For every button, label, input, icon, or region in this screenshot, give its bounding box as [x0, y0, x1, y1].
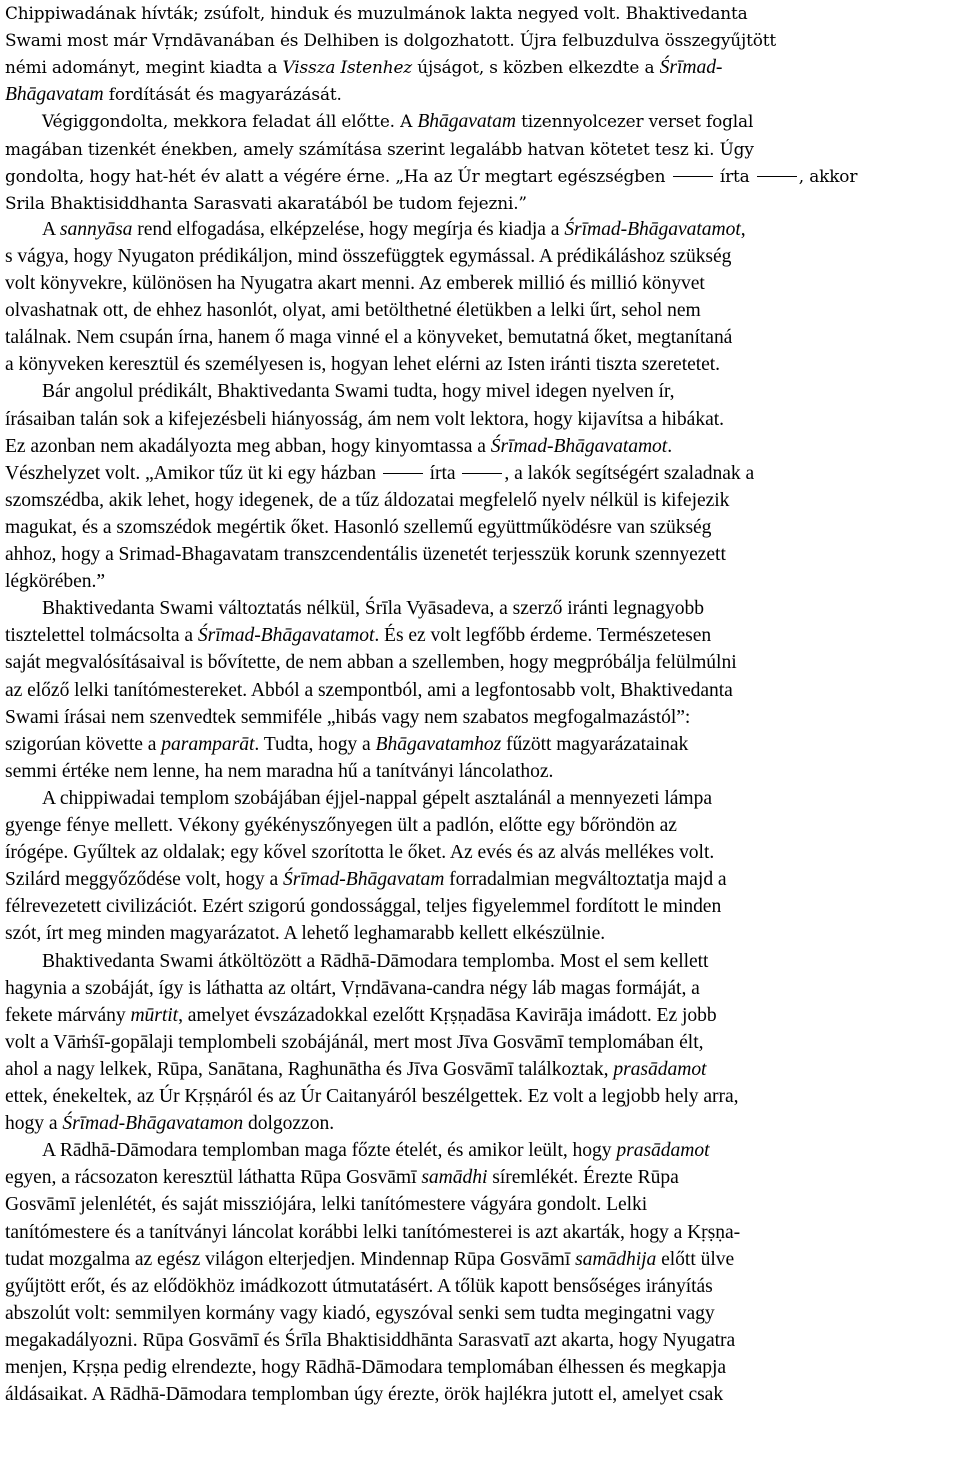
text-line	[5, 757, 955, 787]
text-run: hagynia a szobáját, így is láthatta az oltárt, Vṛndāvana-candra négy láb magas formáját, a	[5, 977, 700, 999]
text-run: fordítását és magyarázását.	[103, 84, 342, 105]
text-run: találnak. Nem csupán írna, hanem ő maga vinné el a könyveket, bemutatná őket, megtanítaná	[5, 327, 733, 349]
text-line	[5, 296, 955, 326]
text-run: tanítómestere és a tanítványi láncolat korábbi lelki tanítómesterei is azt akarták, hogy a Kṛṣṇa-	[5, 1221, 741, 1243]
text-line	[5, 730, 955, 760]
text-line	[5, 25, 955, 55]
text-line	[5, 1326, 955, 1356]
text-line	[5, 486, 955, 516]
italic-text: paramparāt	[161, 733, 255, 755]
text-line	[5, 621, 955, 651]
text-run: . És ez volt legfőbb érdeme. Természetesen	[374, 625, 712, 647]
text-run: Swami most már Vṛndāvanában és Delhiben is dolgozhatott. Újra felbuzdulva összegyűjtött	[5, 30, 777, 51]
italic-text: Vissza Istenhez	[282, 57, 413, 78]
text-line	[42, 1136, 955, 1166]
text-run: volt könyvekre, különösen ha Nyugatra akart menni. Az emberek millió és millió könyvet	[5, 273, 705, 294]
text-line	[5, 269, 955, 299]
italic-text: Śrīmad-Bhāgavatam	[283, 869, 445, 891]
text-line	[5, 1109, 955, 1139]
text-line	[5, 1190, 955, 1220]
text-line	[5, 1245, 955, 1275]
text-line	[5, 513, 955, 543]
text-run: újságot, s közben elkezdte a	[412, 57, 660, 78]
text-line	[5, 811, 955, 841]
text-run: az előző lelki tanítómestereket. Abból a szempontból, ami a legfontosabb volt, Bhaktivedanta	[5, 679, 733, 701]
text-run: volt a Vāṁśī-gopālaji templombeli szobájánál, mert most Jīva Gosvāmī templomában élt,	[5, 1031, 704, 1053]
italic-text: prasādamot	[613, 1058, 707, 1080]
text-run: írógépe. Gyűltek az oldalak; egy kővel szorította le őket. Az evés és az alvás mellékes volt.	[5, 842, 715, 864]
text-run: A Rādhā-Dāmodara templomban maga főzte ételét, és amikor leült, hogy	[42, 1140, 617, 1162]
text-run: , akkor	[798, 165, 858, 186]
text-line	[5, 1380, 955, 1410]
text-run: gyenge fénye mellett. Vékony gyékényszőnyegen ült a padlón, előtte egy bőröndön az	[5, 815, 677, 836]
italic-text: mūrtit	[130, 1004, 179, 1026]
italic-text: prasādamot	[616, 1140, 710, 1162]
italic-text: samādhi	[421, 1167, 488, 1189]
italic-text: Śrīmad-Bhāgavatamot	[197, 625, 375, 647]
text-run: fűzött magyarázatainak	[501, 733, 689, 755]
text-run: tisztelettel tolmácsolta a	[5, 625, 198, 647]
text-run: . Tudta, hogy a	[254, 733, 376, 755]
text-run: A chippiwadai templom szobájában éjjel-nappal gépelt asztalánál a mennyezeti lámpa	[42, 787, 712, 809]
text-run: Srila Bhaktisiddhanta Sarasvati akaratából be tudom fejezni.”	[5, 192, 527, 213]
text-run: menjen, Kṛṣṇa pedig elrendezte, hogy Rādhā-Dāmodara templomában élhessen és megkapja	[5, 1357, 727, 1378]
italic-text: Śrīmad-Bhāgavatamot	[490, 435, 668, 457]
text-line	[5, 540, 955, 570]
text-run: forradalmian megváltoztatja majd a	[444, 869, 727, 891]
text-line	[5, 79, 955, 109]
text-run: síremlékét. Érezte Rūpa	[487, 1167, 679, 1189]
text-run: Végiggondolta, mekkora feladat áll előtte. A	[42, 111, 418, 132]
text-run: rend elfogadása, elképzelése, hogy megírja és kiadja a	[132, 218, 565, 240]
text-line	[5, 892, 955, 922]
text-line	[5, 865, 955, 895]
text-run: a könyveken keresztül és személyesen is, hogyan lehet elérni az Isten iránti tiszta szeretetet.	[5, 354, 721, 376]
text-line	[5, 1299, 955, 1329]
text-line	[5, 52, 955, 82]
text-run: írta	[424, 462, 461, 484]
text-run: magában tizenkét énekben, amely számítása szerint legalább hatvan kötetet tesz ki. Úgy	[5, 138, 754, 159]
text-run: semmi értéke nem lenne, ha nem maradna hű a tanítványi láncolathoz.	[5, 760, 554, 782]
text-line	[5, 1163, 955, 1193]
em-dash	[383, 473, 423, 474]
text-line	[5, 838, 955, 868]
text-run: fekete márvány	[5, 1004, 131, 1026]
text-line	[5, 432, 955, 462]
text-run: ettek, énekeltek, az Úr Kṛṣṇáról és az Úr Caitanyáról beszélgettek. Ez volt a legjobb hely arra,	[5, 1086, 739, 1107]
text-run: olvashatnak ott, de ehhez hasonlót, olyat, ami betölthetné életükben a lelki űrt, sehol nem	[5, 300, 701, 322]
text-line	[42, 594, 955, 624]
text-line	[42, 215, 955, 245]
text-line	[5, 1218, 955, 1248]
text-line	[42, 377, 955, 407]
text-line	[5, 188, 955, 218]
text-run: Ez azonban nem akadályozta meg abban, hogy kinyomtassa a	[5, 435, 491, 457]
text-run: hogy a	[5, 1113, 63, 1135]
text-run: szomszédba, akik lehet, hogy idegenek, de a tűz áldozatai megfelelő nyelv nélkül is kifejezik	[5, 489, 730, 511]
text-line	[5, 648, 955, 678]
text-line	[5, 459, 955, 489]
text-line	[42, 106, 955, 136]
text-run: egyen, a rácsozaton keresztül láthatta Rūpa Gosvāmī	[5, 1167, 422, 1189]
text-run: tizennyolcezer verset foglal	[515, 111, 754, 132]
text-run: Gosvāmī jelenlétét, és saját missziójára, lelki tanítómestere vágyára gondolt. Lelki	[5, 1194, 648, 1216]
em-dash	[673, 176, 713, 177]
text-run: .	[667, 435, 673, 457]
text-line	[5, 1353, 955, 1383]
text-run: ahhoz, hogy a Srimad-Bhagavatam transzcendentális üzenetét terjesszük korunk szennyezett	[5, 544, 726, 565]
text-run: ,	[740, 218, 746, 240]
text-run: A	[42, 218, 60, 240]
text-run: légkörében.”	[5, 571, 106, 593]
italic-text: Bhāgavatam	[5, 84, 104, 106]
text-run: gyűjtött erőt, és az elődökhöz imádkozott útmutatásért. A tőlük kapott bensőséges irányítás	[5, 1275, 713, 1297]
text-line	[5, 567, 955, 597]
text-run: Bhaktivedanta Swami átköltözött a Rādhā-Dāmodara templomba. Most el sem kellett	[42, 950, 709, 972]
text-run: , a lakók segítségért szaladnak a	[504, 462, 755, 484]
text-run: tudat mozgalma az egész világon elterjedjen. Mindennap Rūpa Gosvāmī	[5, 1248, 576, 1270]
text-line	[5, 323, 955, 353]
text-run: abszolút volt: semmilyen kormány vagy kiadó, egyszóval senki sem tudta megingatni vagy	[5, 1302, 715, 1324]
italic-text: Śrīmad-Bhāgavatamon	[62, 1113, 244, 1135]
text-run: Szilárd meggyőződése volt, hogy a	[5, 869, 283, 891]
text-run: ahol a nagy lelkek, Rūpa, Sanātana, Raghunātha és Jīva Gosvāmī találkoztak,	[5, 1058, 614, 1080]
text-run: írta	[714, 165, 755, 186]
text-run: Bhaktivedanta Swami változtatás nélkül, Śrīla Vyāsadeva, a szerző iránti legnagyobb	[42, 598, 705, 620]
text-run: s vágya, hogy Nyugaton prédikáljon, mind összefüggtek egymással. A prédikáláshoz szükség	[5, 245, 732, 267]
text-line	[5, 405, 955, 435]
text-run: dolgozzon.	[243, 1113, 335, 1135]
italic-text: Bhāgavatamhoz	[375, 733, 502, 755]
text-line	[5, 703, 955, 733]
text-run: magukat, és a szomszédok megértik őket. Hasonló szellemű együttműködésre van szükség	[5, 516, 712, 538]
text-run: Vészhelyzet volt. „Amikor tűz üt ki egy házban	[5, 462, 381, 484]
italic-text: Śrīmad-	[659, 57, 723, 79]
text-run: Chippiwadának hívták; zsúfolt, hinduk és muzulmánok lakta negyed volt. Bhaktivedanta	[5, 3, 748, 23]
text-line	[5, 242, 955, 272]
em-dash	[757, 176, 797, 177]
em-dash	[462, 473, 502, 474]
text-line	[5, 1082, 955, 1112]
text-run: Bár angolul prédikált, Bhaktivedanta Swami tudta, hogy mivel idegen nyelven ír,	[42, 381, 675, 403]
text-line	[5, 161, 955, 191]
text-run: áldásaikat. A Rādhā-Dāmodara templomban úgy érezte, örök hajlékra jutott el, amelyet csak	[5, 1384, 724, 1406]
italic-text: Bhāgavatam	[417, 111, 516, 133]
italic-text: Śrīmad-Bhāgavatamot	[564, 218, 741, 240]
text-run: szót, írt meg minden magyarázatot. A lehető leghamarabb kellett elkészülnie.	[5, 923, 606, 945]
text-run: saját megvalósításaival is bővítette, de nem abban a szellemben, hogy megpróbálja felülmúlni	[5, 652, 737, 674]
text-run: félrevezetett civilizációt. Ezért szigorú gondossággal, teljes figyelemmel fordított le minden	[5, 896, 722, 918]
italic-text: samādhija	[575, 1248, 657, 1270]
text-run: , amelyet évszázadokkal ezelőtt Kṛṣṇadāsa Kavirāja imádott. Ez jobb	[178, 1004, 717, 1026]
text-run: előtt ülve	[656, 1248, 735, 1270]
text-run: némi adományt, megint kiadta a	[5, 57, 283, 78]
text-run: szigorúan követte a	[5, 733, 162, 755]
text-line	[5, 1001, 955, 1031]
text-line	[5, 1055, 955, 1085]
text-line	[5, 1272, 955, 1302]
text-line	[5, 0, 955, 28]
text-line	[5, 974, 955, 1004]
text-line	[5, 1028, 955, 1058]
text-run: írásaiban talán sok a kifejezésbeli hiányosság, ám nem volt lektora, hogy kijavítsa a hibákat.	[5, 408, 724, 430]
text-line	[5, 134, 955, 164]
text-run: gondolta, hogy hat-hét év alatt a végére érne. „Ha az Úr megtart egészségben	[5, 165, 671, 186]
text-run: megakadályozni. Rūpa Gosvāmī és Śrīla Bhaktisiddhānta Sarasvatī azt akarta, hogy Nyugatra	[5, 1329, 736, 1351]
text-line	[42, 784, 955, 814]
text-line	[5, 350, 955, 380]
text-line	[42, 947, 955, 977]
text-line	[5, 676, 955, 706]
text-run: Swami írásai nem szenvedtek semmiféle „hibás vagy nem szabatos megfogalmazástól”:	[5, 706, 691, 728]
text-line	[5, 919, 955, 949]
italic-text: sannyāsa	[59, 218, 133, 240]
